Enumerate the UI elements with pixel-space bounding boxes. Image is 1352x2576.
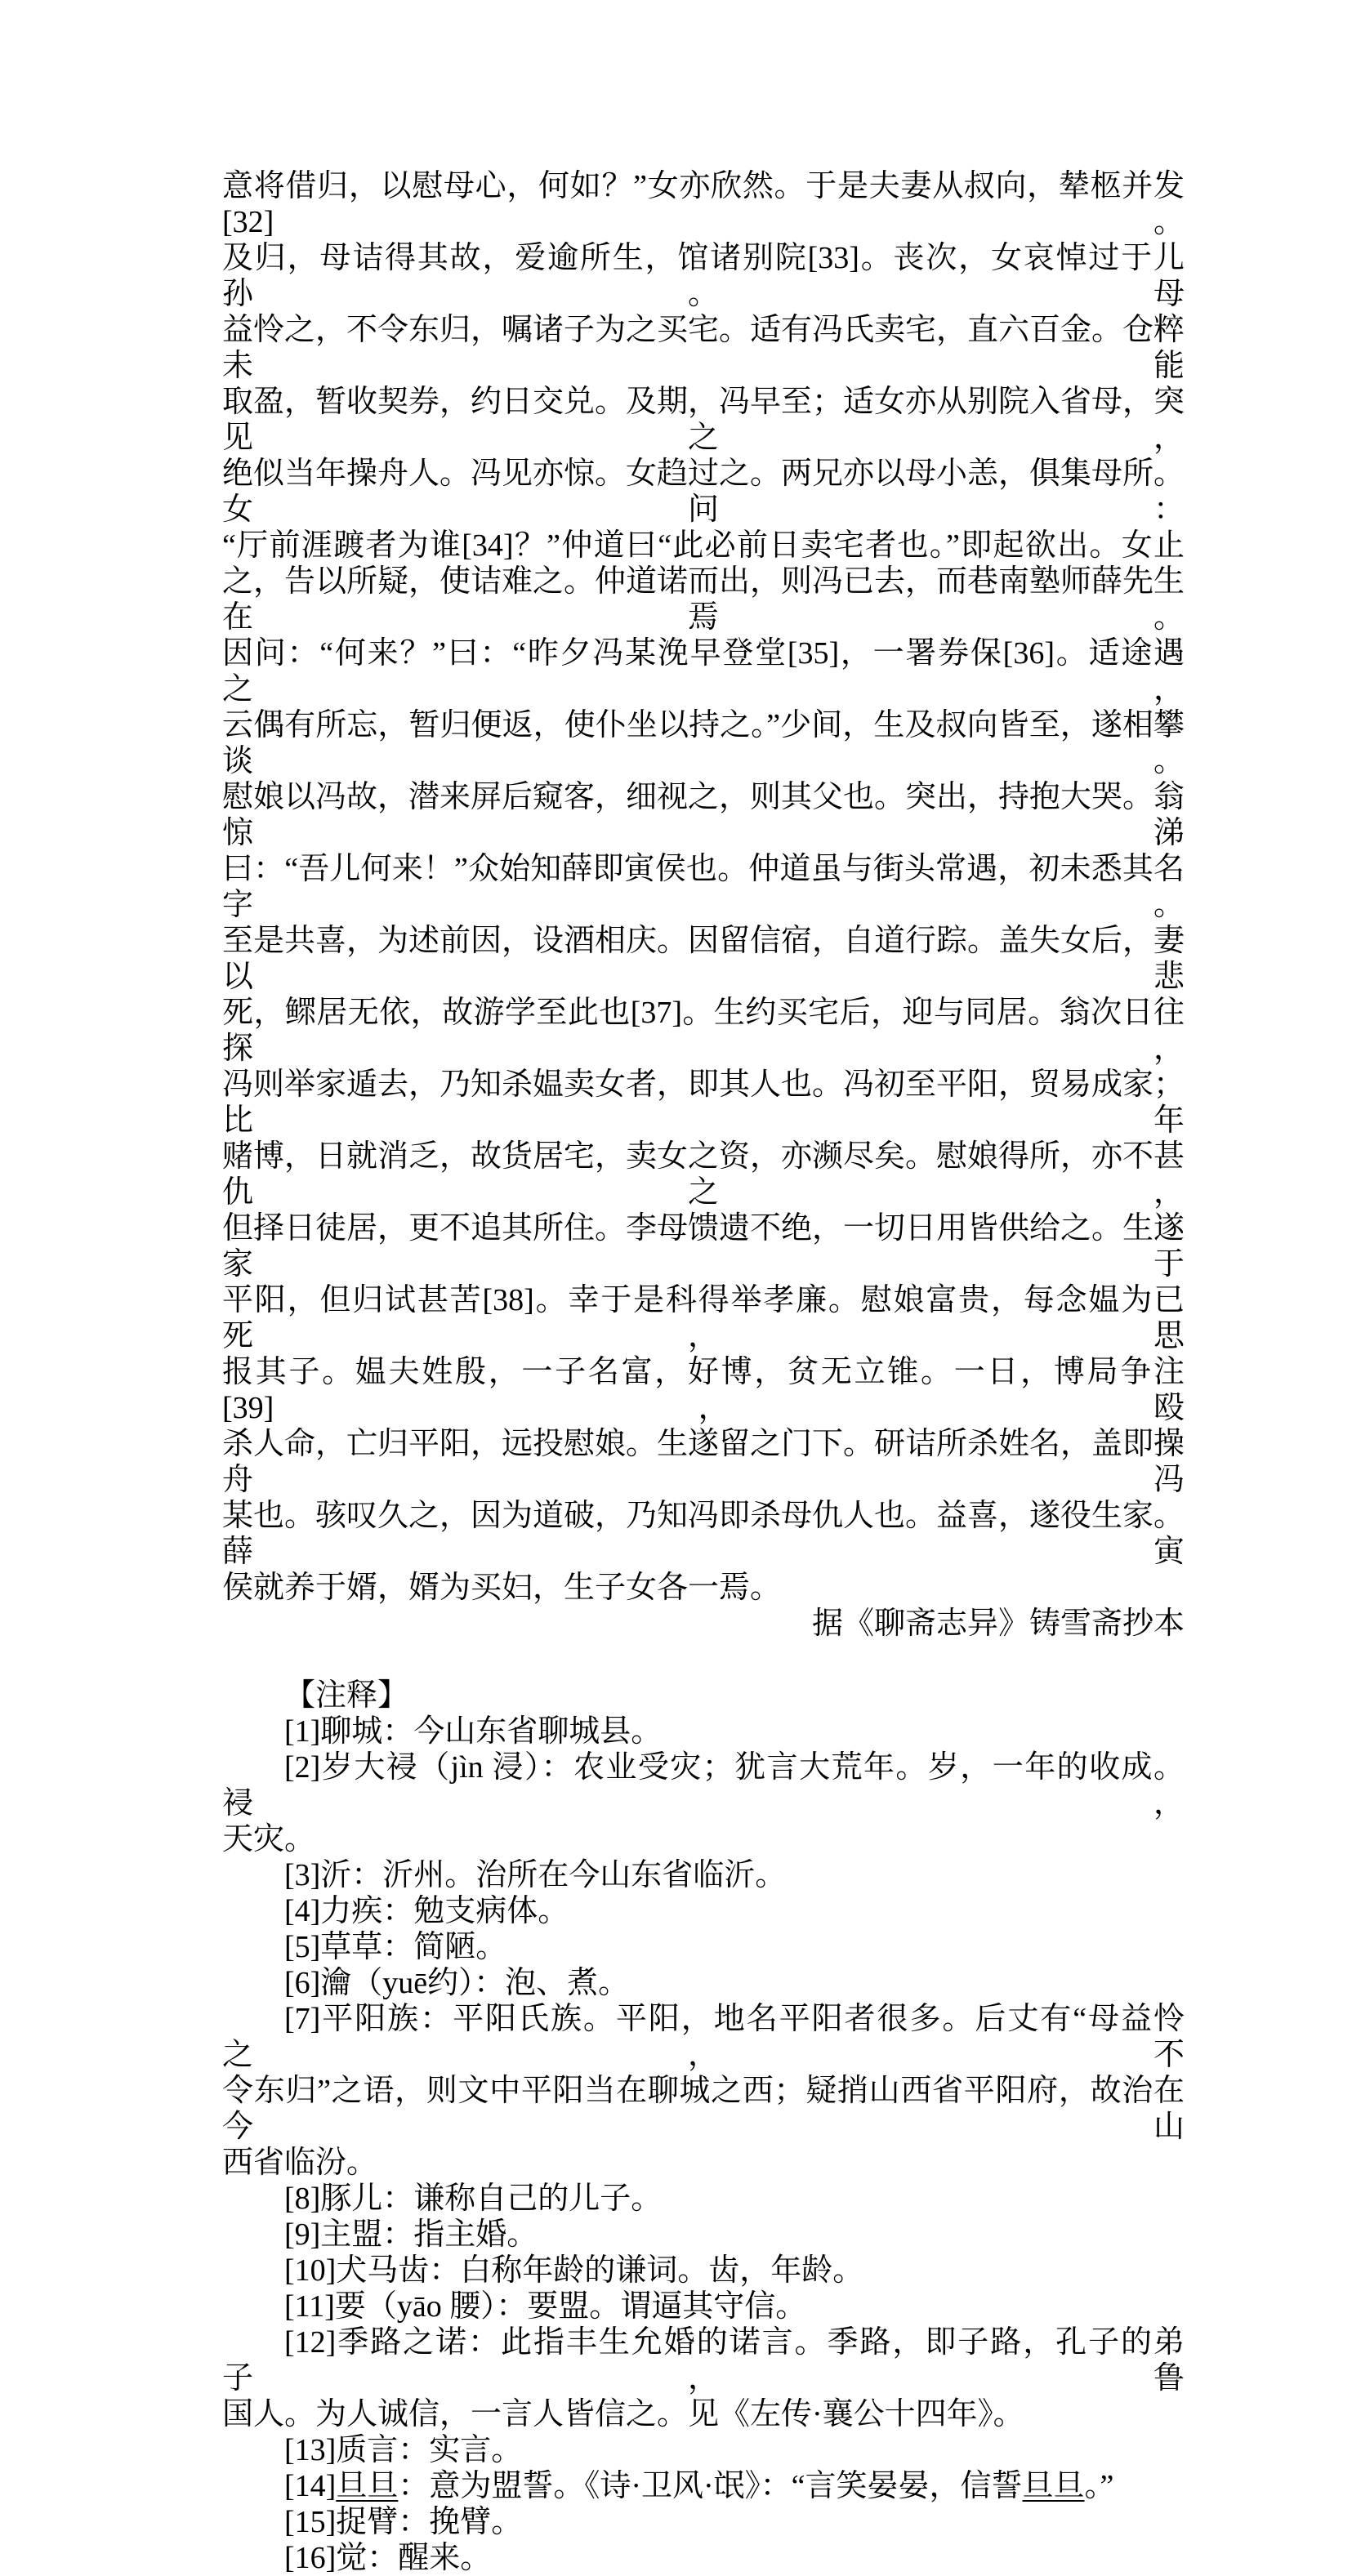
story-text [222,168,1185,1606]
story-line: 慰娘以冯故，潜来屏后窥客，细视之，则其父也。突出，持抱大哭。翁惊涕 [222,780,1185,850]
note-line: [16]觉：醒来。 [284,2541,492,2575]
note-line: [5]草草：简陋。 [284,1930,507,1964]
note-line: [2]岁大祲（jìn 浸）：农业受灾；犹言大荒年。岁，一年的收成。祲， [222,1750,1185,1821]
note-line [222,2468,1185,2504]
notes-header: 【注释】 [284,1678,409,1713]
note-line: 西省临汾。 [222,2146,378,2180]
note-line: [1]聊城：今山东省聊城县。 [284,1714,663,1749]
page-content [222,168,1185,2576]
story-line: 平阳，但归试甚苦[38]。幸于是科得举孝廉。慰娘富贵，每念媪为已死，思 [222,1283,1185,1353]
story-line: “厅前涯踱者为谁[34]？”仲道曰“此必前日卖宅者也。”即起欲出。女止 [222,528,1185,563]
note-line: 令东归”之语，则文中平阳当在聊城之西；疑捎山西省平阳府，故治在今山 [222,2074,1185,2144]
note-line: [12]季路之诺：此指丰生允婚的诺言。季路，即子路，孔子的弟子，鲁 [222,2325,1185,2396]
annotations [222,1714,1185,2576]
note-line: [15]捉臂：挽臂。 [284,2505,523,2539]
text-segment: ：意为盟誓。《诗·卫风·氓》：“言笑晏晏，信誓 [398,2469,1023,2503]
source-attribution: 据《聊斋志异》铸雪斋抄本 [811,1607,1185,1641]
story-line: 至是共喜，为述前因，设酒相庆。因留信宿，自道行踪。盖失女后，妻以悲 [222,924,1185,994]
note-line: 国人。为人诚信，一言人皆信之。见《左传·襄公十四年》。 [222,2397,1024,2431]
note-line: [6]瀹（yuē约）：泡、煮。 [284,1966,630,2000]
note-line: [10]犬马齿：白称年龄的谦词。齿，年龄。 [284,2253,864,2288]
story-line: 意将借归，以慰母心，何如？”女亦欣然。于是夫妻从叔向，辇柩并发[32]。 [222,169,1185,239]
underlined-term: 旦旦 [1022,2469,1085,2503]
story-line: 死，鳏居无依，故游学至此也[37]。生约买宅后，迎与同居。翁次日往探， [222,996,1185,1066]
story-line: 杀人命，亡归平阳，远投慰娘。生遂留之门下。研诘所杀姓名，盖即操舟冯 [222,1427,1185,1497]
story-line: 但择日徒居，更不追其所住。李母馈遗不绝，一切日用皆供给之。生遂家于 [222,1211,1185,1281]
note-line: [13]质言：实言。 [284,2433,523,2467]
story-line: 因问：“何来？”曰：“昨夕冯某浼早登堂[35]，一署券保[36]。适途遇之， [222,636,1185,706]
story-line: 益怜之，不令东归，嘱诸子为之买宅。适有冯氏卖宅，直六百金。仓粹未能 [222,313,1185,383]
story-line: 赌博，日就消乏，故货居宅，卖女之资，亦濒尽矣。慰娘得所，亦不甚仇之， [222,1139,1185,1210]
story-line: 云偶有所忘，暂归便返，使仆坐以持之。”少间，生及叔向皆至，遂相攀谈。 [222,708,1185,778]
note-line: [8]豚儿：谦称自己的儿子。 [284,2182,663,2216]
story-line: 某也。骇叹久之，因为道破，乃知冯即杀母仇人也。益喜，遂役生家。薛寅 [222,1499,1185,1569]
note-line: [3]沂：沂州。治所在今山东省临沂。 [284,1858,787,1892]
story-line: 之，告以所疑，使诘难之。仲道诺而出，则冯已去，而巷南塾师薛先生在焉。 [222,564,1185,635]
story-line: 冯则举家遁去，乃知杀媪卖女者，即其人也。冯初至平阳，贸易成家；比年 [222,1067,1185,1138]
note-line: [7]平阳族：平阳氏族。平阳，地名平阳者很多。后丈有“母益怜之，不 [222,2002,1185,2072]
story-line: 取盈，暂收契券，约日交兑。及期，冯早至；适女亦从别院入省母，突见之， [222,385,1185,455]
text-segment: [14] [284,2469,337,2503]
story-line: 侯就养于婿，婿为买妇，生子女各一焉。 [222,1571,782,1605]
note-line: [4]力疾：勉支病体。 [284,1894,569,1928]
story-line: 曰：“吾儿何来！”众始知薛即寅侯也。仲道虽与街头常遇，初未悉其名字。 [222,852,1185,922]
underlined-term: 旦旦 [336,2469,399,2503]
story-line: 绝似当年操舟人。冯见亦惊。女趋过之。两兄亦以母小恙，俱集母所。女问： [222,457,1185,527]
text-segment: 。” [1084,2469,1114,2503]
note-line: [9]主盟：指主婚。 [284,2217,538,2252]
note-line: [11]要（yāo 腰）：要盟。谓逼其守信。 [284,2289,807,2324]
story-line: 报其子。媪夫姓殷，一子名富，好博，贫无立锥。一日，博局争注[39]，殴 [222,1355,1185,1425]
story-line: 及归，母诘得其故，爱逾所生，馆诸别院[33]。丧次，女哀悼过于儿孙。母 [222,241,1185,311]
note-line: 天灾。 [222,1822,316,1856]
